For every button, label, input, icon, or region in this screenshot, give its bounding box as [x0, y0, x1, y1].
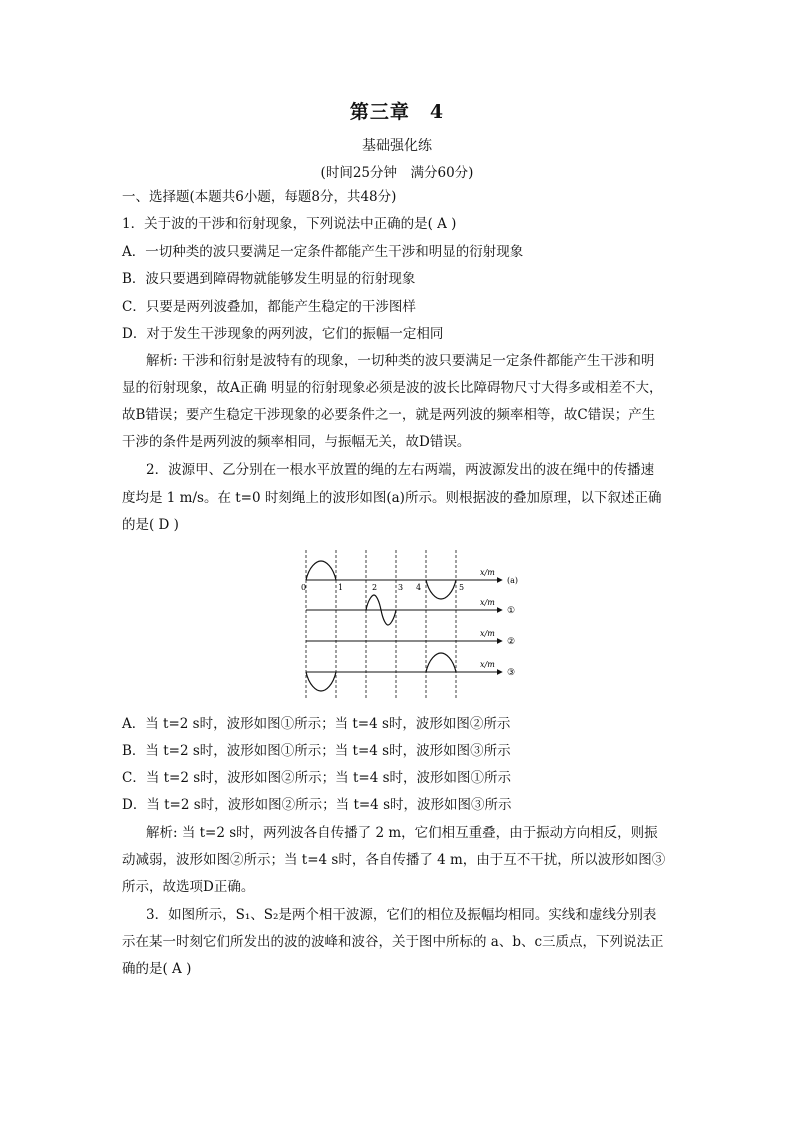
axis-label-2: x/m: [480, 629, 495, 638]
axis-label-a: x/m: [480, 568, 495, 577]
question-1-option-b: B．波只要遇到障碍物就能够发生明显的衍射现象: [122, 271, 416, 287]
question-1-analysis-line: 故B错误；要产生稳定干涉现象的必要条件之一，就是两列波的频率相等，故C错误；产生: [122, 407, 656, 423]
panel-label-a: (a): [507, 576, 519, 585]
question-1-stem: 1．关于波的干涉和衍射现象，下列说法中正确的是( A ): [122, 216, 457, 232]
question-1-analysis-line: 干涉的条件是两列波的频率相同，与振幅无关，故D错误。: [122, 434, 471, 450]
wave-crest-left: [306, 561, 336, 580]
axis-label-1: x/m: [480, 598, 495, 607]
wave-trough-right: [426, 580, 456, 599]
section-heading: 一、选择题(本题共6小题，每题8分，共48分): [122, 189, 397, 205]
tick-label: 3: [398, 583, 404, 592]
tick-label: 0: [301, 583, 307, 592]
panel-label-1: ①: [507, 606, 516, 616]
question-2-option-b: B．当 t=2 s时，波形如图①所示；当 t=4 s时，波形如图③所示: [122, 743, 511, 759]
question-2-stem-line: 的是( D ): [122, 517, 179, 533]
exam-meta: (时间25分钟 满分60分): [320, 165, 474, 181]
wave-crest-right: [426, 653, 456, 672]
question-2-option-a: A．当 t=2 s时，波形如图①所示；当 t=4 s时，波形如图②所示: [122, 716, 511, 732]
panel-label-2: ②: [507, 637, 516, 647]
panel-label-3: ③: [507, 668, 516, 678]
axis-label-3: x/m: [480, 660, 495, 669]
question-2-option-c: C．当 t=2 s时，波形如图②所示；当 t=4 s时，波形如图①所示: [122, 770, 512, 786]
chapter-title: 第三章 4: [349, 101, 445, 123]
question-2-analysis-line: 解析: 当 t=2 s时，两列波各自传播了 2 m，它们相互重叠，由于振动方向相反，则振: [146, 825, 658, 841]
question-3-stem-line: 确的是( A ): [122, 961, 192, 977]
question-1-analysis-line: 显的衍射现象，故A正确 明显的衍射现象必须是波的波长比障碍物尺寸大得多或相差不大，: [122, 380, 663, 396]
question-2-option-d: D．当 t=2 s时，波形如图②所示；当 t=4 s时，波形如图③所示: [122, 797, 512, 813]
question-2-analysis-line: 所示，故选项D正确。: [122, 879, 255, 895]
question-1-option-d: D．对于发生干涉现象的两列波，它们的振幅一定相同: [122, 326, 444, 342]
question-1-analysis-line: 解析: 干涉和衍射是波特有的现象，一切种类的波只要满足一定条件都能产生干涉和明: [146, 353, 655, 369]
tick-label: 2: [372, 583, 378, 592]
section-subtitle: 基础强化练: [362, 138, 432, 154]
grid-lines: [306, 550, 456, 700]
tick-label: 1: [338, 583, 344, 592]
tick-label: 4: [416, 583, 422, 592]
tick-label: 5: [459, 583, 465, 592]
question-3-stem-line: 3．如图所示，S₁、S₂是两个相干波源，它们的相位及振幅均相同。实线和虚线分别表: [146, 907, 657, 923]
question-2-stem-line: 2．波源甲、乙分别在一根水平放置的绳的左右两端，两波源发出的波在绳中的传播速: [146, 462, 655, 478]
question-2-analysis-line: 动减弱，波形如图②所示；当 t=4 s时，各自传播了 4 m，由于互不干扰，所以波形如图③: [122, 852, 666, 868]
question-1-option-c: C．只要是两列波叠加，都能产生稳定的干涉图样: [122, 299, 416, 315]
wave-trough-left: [306, 672, 336, 691]
question-1-option-a: A．一切种类的波只要满足一定条件都能产生干涉和明显的衍射现象: [122, 244, 524, 260]
question-3-stem-line: 示在某一时刻它们所发出的波的波峰和波谷，关于图中所标的 a、b、c三质点，下列说法正: [122, 934, 664, 950]
wave-superposition-figure: [294, 545, 524, 705]
question-2-stem-line: 度均是 1 m/s。在 t=0 时刻绳上的波形如图(a)所示。则根据波的叠加原理，以下叙述正确: [122, 490, 662, 506]
